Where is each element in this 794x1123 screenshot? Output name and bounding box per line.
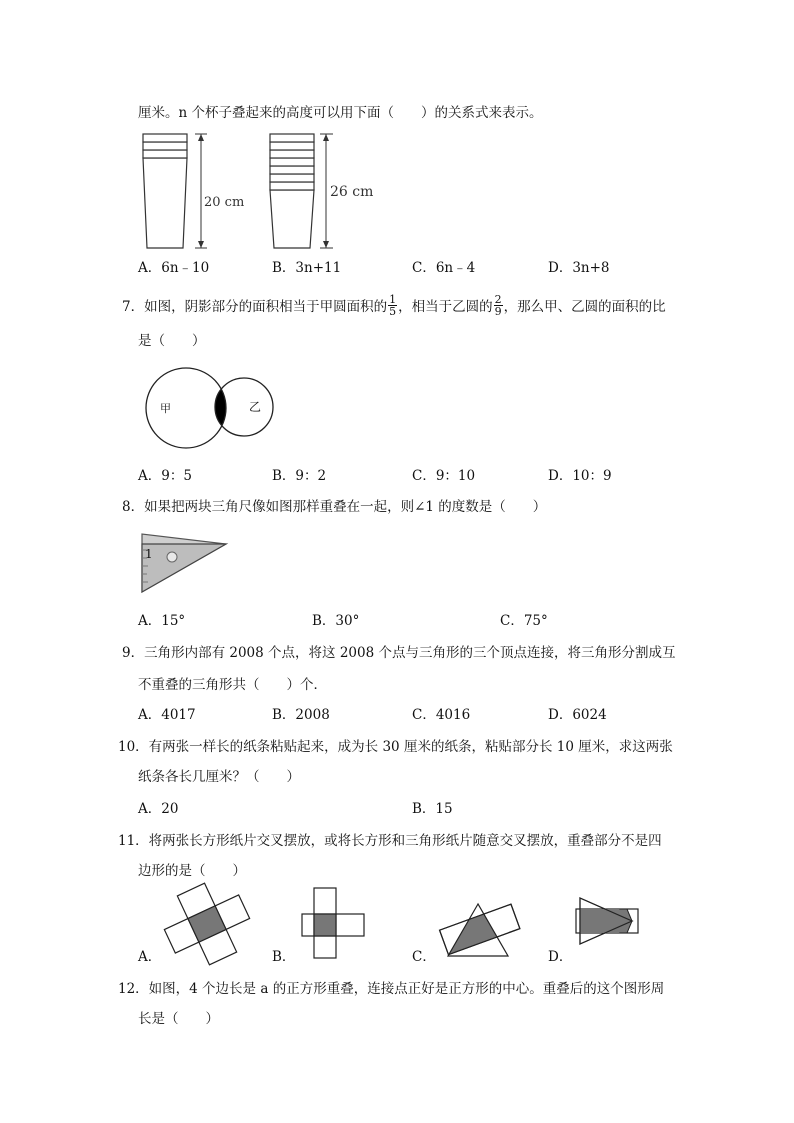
q11-option-d: D．	[548, 949, 573, 965]
q7-middle: ，相当于乙圆的	[398, 299, 493, 315]
q12-line1: 12．如图，4 个边长是 a 的正方形重叠，连接点正好是正方形的中心。重叠后的这个图形周	[118, 981, 665, 997]
q7-option-b: B．9：2	[272, 468, 327, 484]
q11-option-c: C．	[412, 949, 436, 965]
small-cup-stack	[143, 134, 187, 248]
q9-line1: 9．三角形内部有 2008 个点，将这 2008 个点与三角形的三个顶点连接，将三角形分割成互	[122, 645, 676, 661]
q6-option-a: A．6n﹣10	[138, 260, 210, 276]
label-yi: 乙	[249, 400, 262, 414]
q10-option-a: A．20	[138, 801, 179, 817]
q8-option-a: A．15°	[138, 613, 186, 629]
q11-line1: 11．将两张长方形纸片交叉摆放，或将长方形和三角形纸片随意交叉摆放，重叠部分不是四	[118, 833, 662, 849]
big-cup-stack	[270, 134, 314, 248]
q7-fraction-2: $\frac{2}{9}$	[494, 293, 502, 318]
label-jia: 甲	[160, 402, 171, 415]
q9-option-c: C．4016	[412, 707, 471, 723]
q9-option-d: D．6024	[548, 707, 607, 723]
q11-figure-a	[162, 884, 252, 964]
q6-cups-figure	[135, 130, 385, 255]
q7-option-d: D．10：9	[548, 468, 612, 484]
big-height-label: 26 cm	[330, 184, 374, 200]
q8-option-b: B．30°	[312, 613, 360, 629]
q11-figure-c	[436, 900, 526, 962]
circle-jia	[146, 368, 226, 448]
small-dimension	[195, 134, 207, 248]
q6-option-b: B．3n+11	[272, 260, 342, 276]
q6-text: 厘米。n 个杯子叠起来的高度可以用下面（ ）的关系式来表示。	[138, 105, 543, 121]
q10-line1: 10．有两张一样长的纸条粘贴起来，成为长 30 厘米的纸条，粘贴部分长 10 厘米，求这两张	[118, 739, 673, 755]
q7-option-c: C．9：10	[412, 468, 476, 484]
q11-option-b: B．	[272, 949, 296, 965]
q12-line2: 长是（ ）	[138, 1011, 219, 1027]
hole	[167, 552, 177, 562]
q9-option-a: A．4017	[138, 707, 196, 723]
q7-text	[122, 293, 666, 319]
small-height-label: 20 cm	[204, 195, 245, 210]
q7-suffix: ，那么甲、乙圆的面积的比	[503, 299, 666, 315]
q11-option-a: A．	[138, 949, 162, 965]
q11-figure-b	[298, 884, 368, 964]
q8-text: 8．如果把两块三角尺像如图那样重叠在一起，则∠1 的度数是（ ）	[122, 499, 547, 515]
q9-line2: 不重叠的三角形共（ ）个．	[138, 677, 327, 693]
q8-set-squares-figure	[138, 528, 233, 598]
angle-1-label: 1	[145, 547, 153, 561]
set-square-2	[142, 544, 226, 592]
q8-option-c: C．75°	[500, 613, 548, 629]
q6-option-c: C．6n﹣4	[412, 260, 476, 276]
q9-option-b: B．2008	[272, 707, 330, 723]
q6-option-d: D．3n+8	[548, 260, 610, 276]
q11-figure-d	[574, 894, 644, 950]
q7-prefix: 7．如图，阴影部分的面积相当于甲圆面积的	[122, 299, 388, 315]
q10-option-b: B．15	[412, 801, 453, 817]
q10-line2: 纸条各长几厘米？（ ）	[138, 769, 300, 785]
q7-line2: 是（ ）	[138, 333, 206, 349]
q7-fraction-1: $\frac{1}{5}$	[389, 293, 397, 318]
q7-circles-figure	[140, 362, 290, 462]
q11-line2: 边形的是（ ）	[138, 863, 246, 879]
q7-option-a: A．9：5	[138, 468, 192, 484]
